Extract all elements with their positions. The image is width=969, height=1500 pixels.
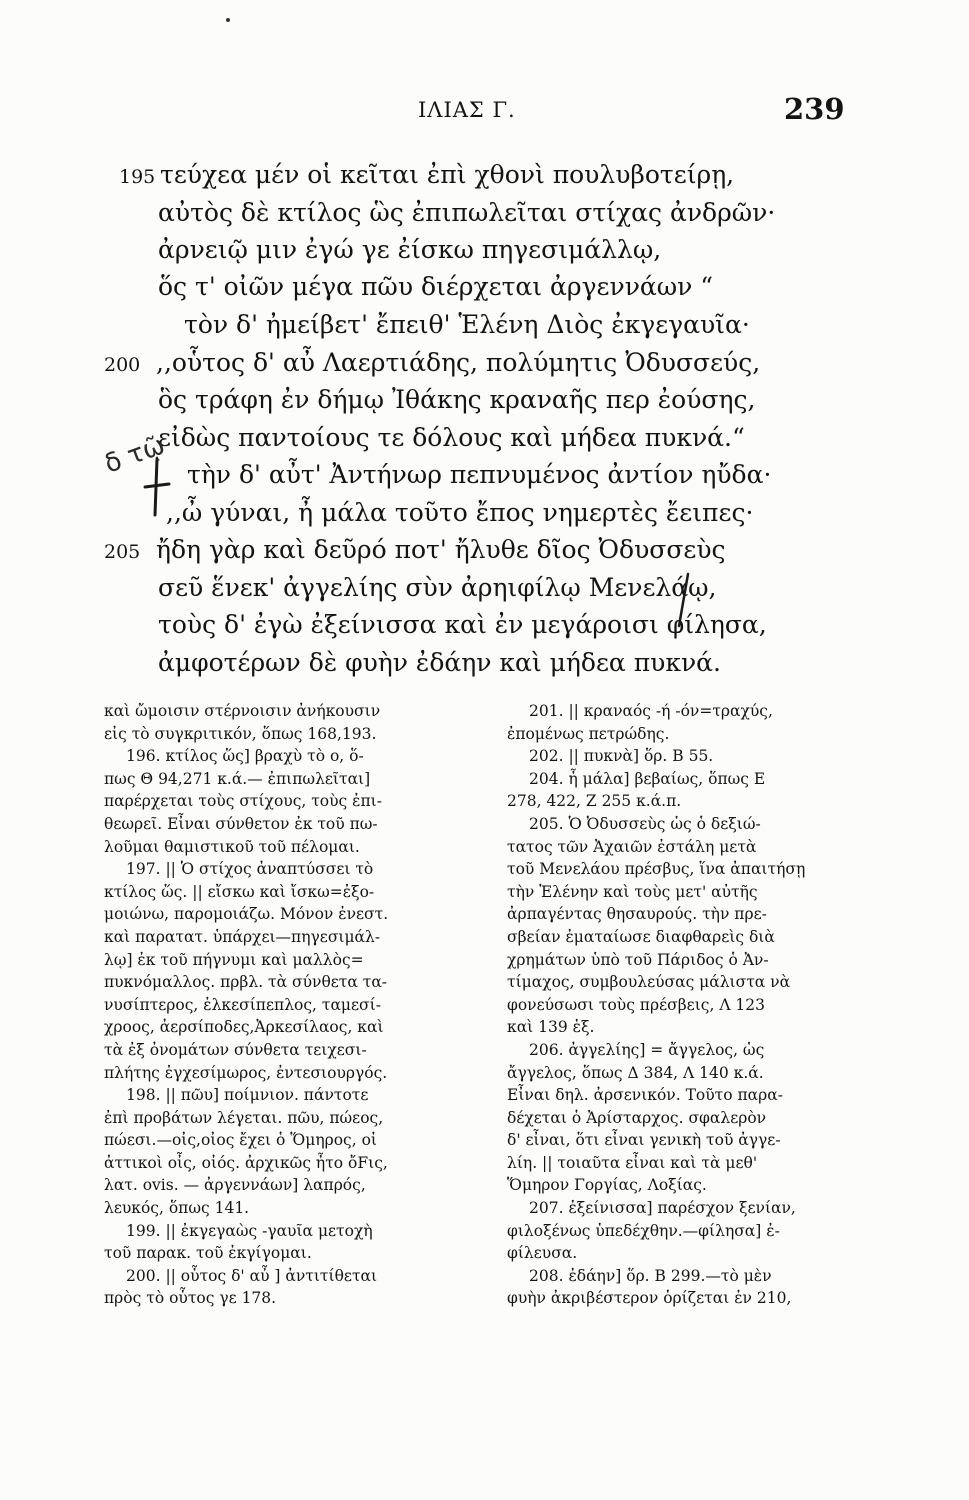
handwritten-slash-mark [676, 572, 690, 628]
commentary-line: φονεύσωσι τοὺς πρέσβεις, Λ 123 [507, 995, 766, 1014]
commentary-line: 201. || κραναός -ή -όν=τραχύς, [529, 702, 773, 720]
commentary-line: δέχεται ὁ Ἀρίσταρχος. σφαλερὸν [507, 1108, 767, 1127]
verse-line [0, 310, 969, 350]
handwritten-cross-mark [143, 457, 171, 517]
verse-line [0, 535, 969, 575]
commentary-line: πυκνόμαλλος. πρβλ. τὰ σύνθετα τα- [104, 973, 388, 992]
verse-text: ὅς τ' οἰῶν μέγα πῶυ διέρχεται ἀργεννάων “ [158, 272, 714, 301]
commentary-right-column [507, 700, 822, 1310]
commentary-line: παρέρχεται τοὺς στίχους, τοὺς ἐπι- [104, 792, 382, 811]
commentary-line: φίλευσα. [507, 1244, 578, 1263]
commentary-line: ἀττικοὶ οἶς, οἰός. ἀρχικῶς ἦτο ὄFις, [104, 1153, 388, 1172]
commentary-line: Ὅμηρον Γοργίας, Λοξίας. [507, 1176, 707, 1195]
verse-text: σεῦ ἕνεκ' ἀγγελίης σὺν ἀρηιφίλῳ Μενελάῳ, [158, 573, 717, 602]
verse-number: 195 [119, 166, 156, 188]
commentary-line: 200. || οὗτος δ' αὖ ] ἀντιτίθεται [126, 1266, 378, 1285]
verse-text: εἰδὼς παντοίους τε δόλους καὶ μήδεα πυκνά.“ [158, 423, 745, 452]
commentary-line: 208. ἐδάην] ὅρ. Β 299.—τὸ μὲν [529, 1266, 772, 1285]
verse-line [0, 385, 969, 425]
commentary-line: καὶ παρατατ. ὑπάρχει—πηγεσιμάλ- [104, 927, 381, 946]
commentary-line: λῳ] ἐκ τοῦ πήγνυμι καὶ μαλλὸς= [104, 950, 364, 969]
ink-speck [226, 18, 230, 22]
commentary-line: 278, 422, Ζ 255 κ.ά.π. [507, 792, 682, 811]
page-header [0, 92, 969, 138]
commentary-line: δ' εἶναι, ὅτι εἶναι γενικὴ τοῦ ἀγγε- [507, 1131, 781, 1150]
verse-number: 200 [104, 354, 141, 376]
commentary-line: ἀρπαγέντας θησαυρούς. τὴν πρε- [507, 905, 767, 924]
verse-text: ἀρνειῷ μιν ἐγώ γε ἐίσκω πηγεσιμάλλῳ, [158, 235, 662, 264]
commentary-line: τίμαχος, συμβουλεύσας μάλιστα νὰ [507, 973, 791, 992]
commentary-line: 197. || Ὁ στίχος ἀναπτύσσει τὸ [126, 860, 374, 879]
verse-text: τοὺς δ' ἐγὼ ἐξείνισσα καὶ ἐν μεγάροισι φίλησα, [158, 610, 767, 639]
commentary-line: τὴν Ἑλένην καὶ τοὺς μετ' αὐτῆς [507, 882, 758, 901]
commentary-line: 202. || πυκνὰ] ὅρ. Β 55. [529, 747, 714, 766]
commentary-line: λατ. ovis. — ἀργεννάων] λαπρός, [104, 1176, 366, 1195]
verse-text: ,,ὦ γύναι, ἦ μάλα τοῦτο ἔπος νημερτὲς ἔειπες· [166, 498, 754, 527]
verse-text: τὴν δ' αὖτ' Ἀντήνωρ πεπνυμένος ἀντίον ηὔδα· [187, 460, 772, 489]
verse-line [0, 198, 969, 238]
verse-text: ὃς τράφη ἐν δήμῳ Ἰθάκης κραναῆς περ ἐούσης, [158, 385, 756, 414]
verse-line [0, 648, 969, 688]
commentary-line: λευκός, ὅπως 141. [104, 1199, 250, 1218]
commentary-line: 196. κτίλος ὥς] βραχὺ τὸ ο, ὅ- [126, 747, 364, 766]
verse-text: ,,οὗτος δ' αὖ Λαερτιάδης, πολύμητις Ὀδυσσεύς, [156, 348, 761, 377]
commentary-line: νυσίπτερος, ἑλκεσίπεπλος, ταμεσί- [104, 995, 381, 1014]
commentary-line: πλήτης ἐγχεσίμωρος, ἐντεσιουργός. [104, 1063, 388, 1082]
commentary-line: καὶ 139 ἑξ. [507, 1018, 595, 1037]
running-title: ΙΛΙΑΣ Γ. [418, 98, 516, 122]
commentary-line: κτίλος ὥς. || εἴσκω καὶ ἴσκω=ἐξο- [104, 882, 375, 901]
page-number: 239 [784, 92, 845, 126]
commentary-line: σβείαν ἐματαίωσε διαφθαρεὶς διὰ [507, 927, 775, 946]
commentary-line: τοῦ παρακ. τοῦ ἐκγίγομαι. [104, 1244, 312, 1263]
commentary-line: φυὴν ἀκριβέστερον ὁρίζεται ἐν 210, [507, 1289, 792, 1308]
handwritten-margin-note: δ τῷ [100, 430, 169, 480]
commentary-line: τοῦ Μενελάου πρέσβυς, ἵνα ἀπαιτήσῃ [507, 860, 806, 879]
verse-line [0, 160, 969, 200]
verse-number: 205 [104, 541, 141, 563]
verse-text: αὐτὸς δὲ κτίλος ὣς ἐπιπωλεῖται στίχας ἀνδρῶν· [158, 198, 776, 227]
commentary-line: 199. || ἐκγεγαὼς -γαυῖα μετοχὴ [126, 1221, 373, 1240]
commentary-line: πώεσι.—οἰς,οἰος ἔχει ὁ Ὅμηρος, οἱ [104, 1131, 377, 1150]
verse-line [0, 573, 969, 613]
commentary-line: καὶ ὤμοισιν στέρνοισιν ἀνήκουσιν [104, 702, 381, 720]
commentary-line: 207. ἐξείνισσα] παρέσχον ξενίαν, [529, 1199, 796, 1218]
commentary-line: πρὸς τὸ οὗτος γε 178. [104, 1289, 277, 1308]
verse-text: τὸν δ' ἠμείβετ' ἔπειθ' Ἑλένη Διὸς ἐκγεγαυῖα· [184, 310, 750, 339]
commentary-line: τατος τῶν Ἀχαιῶν ἐστάλη μετὰ [507, 837, 757, 856]
commentary-line: λίη. || τοιαῦτα εἶναι καὶ τὰ μεθ' [507, 1153, 758, 1172]
commentary-line: φιλοξένως ὑπεδέχθην.—φίλησα] ἐ- [507, 1221, 780, 1240]
commentary-line: ἐπομένως πετρώδης. [507, 724, 670, 743]
verse-line [0, 610, 969, 650]
commentary-line: χροος, ἀερσίποδες,Ἀρκεσίλαος, καὶ [104, 1018, 384, 1037]
commentary-line: εἰς τὸ συγκριτικόν, ὅπως 168,193. [104, 724, 377, 743]
commentary-line: τὰ ἐξ ὀνομάτων σύνθετα τειχεσι- [104, 1040, 367, 1059]
verse-line [0, 272, 969, 312]
commentary-line: μοιώνω, παρομοιάζω. Μόνον ἐνεστ. [104, 905, 389, 924]
commentary-line: 204. ἦ μάλα] βεβαίως, ὅπως Ε [529, 769, 766, 788]
commentary-line: ἄγγελος, ὅπως Δ 384, Λ 140 κ.ά. [507, 1063, 764, 1082]
commentary-line: πως Θ 94,271 κ.ά.— ἐπιπωλεῖται] [104, 769, 371, 788]
verse-text: τεύχεα μέν οἱ κεῖται ἐπὶ χθονὶ πουλυβοτείρῃ, [160, 160, 735, 189]
commentary-line: 206. ἀγγελίης] = ἄγγελος, ὡς [529, 1040, 765, 1059]
verse-text: ἀμφοτέρων δὲ φυὴν ἐδάην καὶ μήδεα πυκνά. [158, 648, 722, 677]
commentary-line: 205. Ὁ Ὀδυσσεὺς ὡς ὁ δεξιώ- [529, 814, 761, 833]
commentary-line: ἐπὶ προβάτων λέγεται. πῶυ, πώεος, [104, 1108, 384, 1127]
commentary-line: χρημάτων ὑπὸ τοῦ Πάριδος ὁ Ἀν- [507, 950, 769, 969]
commentary-line: 198. || πῶυ] ποίμνιον. πάντοτε [126, 1086, 369, 1105]
commentary-line: Εἶναι δηλ. ἀρσενικόν. Τοῦτο παρα- [507, 1086, 783, 1105]
commentary-left-column [104, 700, 464, 1310]
commentary-line: θεωρεῖ. Εἶναι σύνθετον ἐκ τοῦ πω- [104, 814, 378, 833]
verse-text: ἤδη γὰρ καὶ δεῦρό ποτ' ἤλυθε δῖος Ὀδυσσεὺς [156, 535, 726, 564]
verse-line [0, 235, 969, 275]
verse-line [0, 348, 969, 388]
commentary-line: λοῦμαι θαμιστικοῦ τοῦ πέλομαι. [104, 837, 360, 856]
